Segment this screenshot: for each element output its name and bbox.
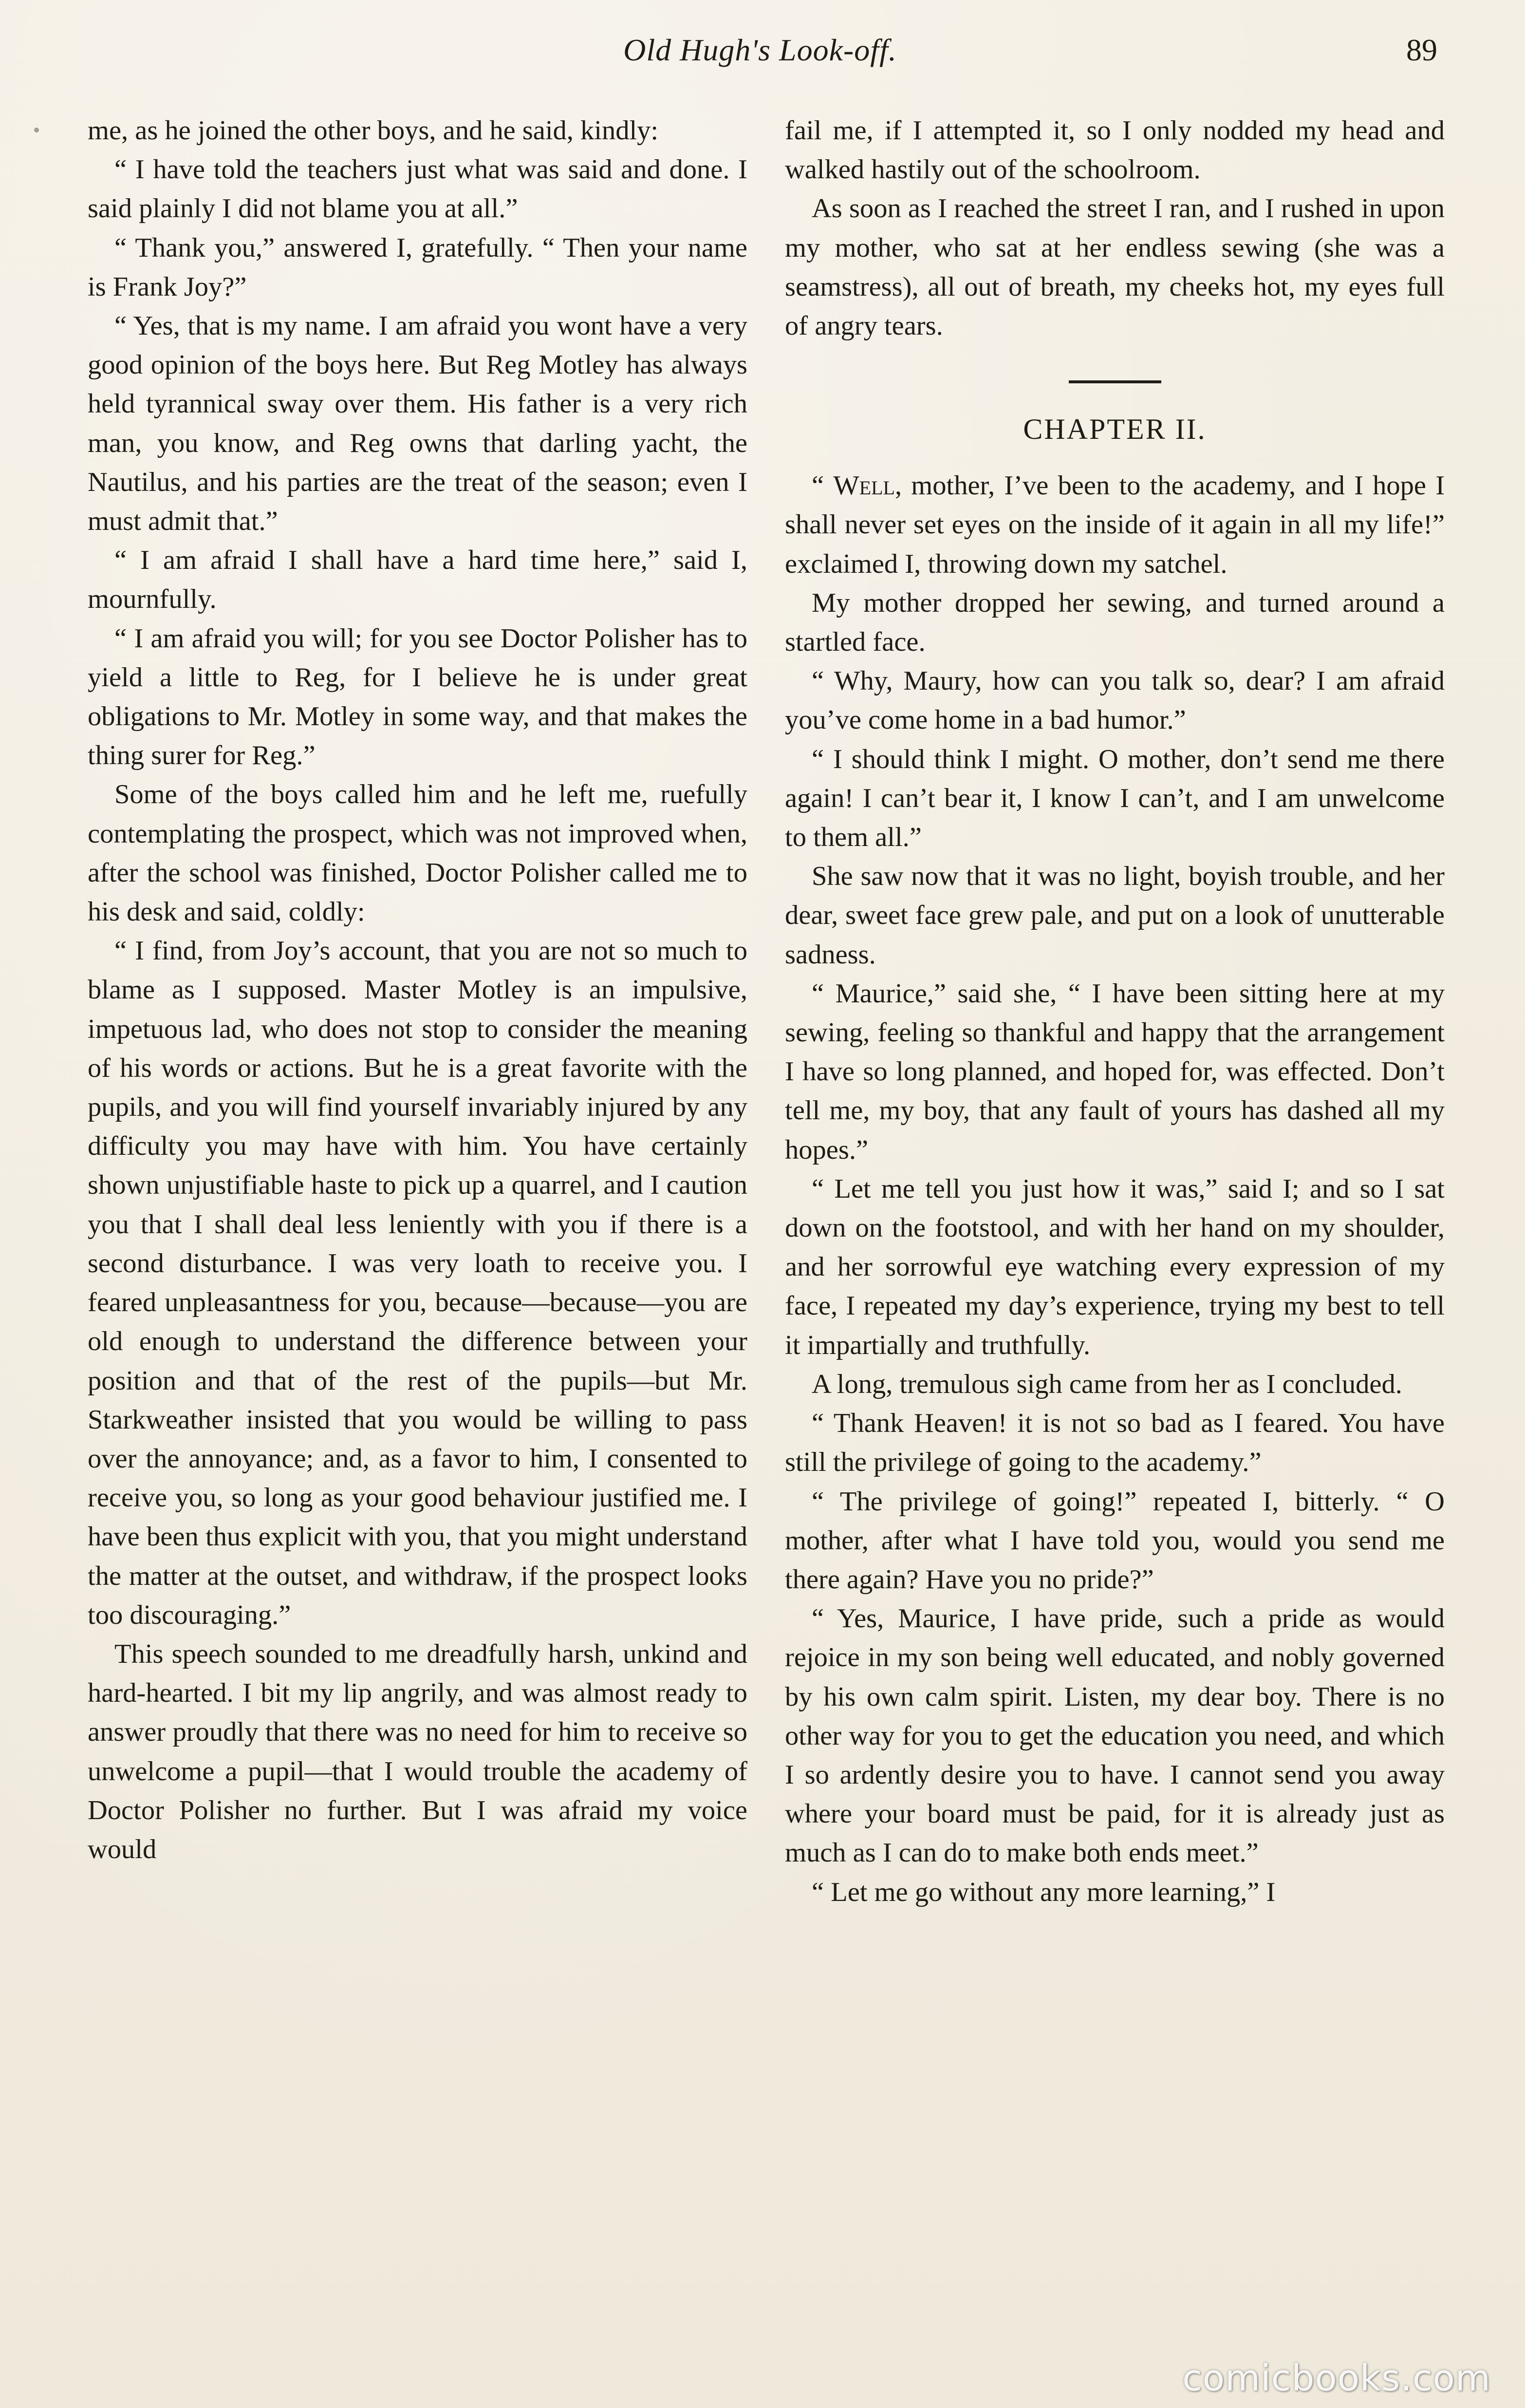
paragraph: fail me, if I attempted it, so I only nodded my head and walked hastily out of the schoolroom. <box>785 115 1445 185</box>
paragraph: A long, tremulous sigh came from her as I concluded. <box>812 1369 1402 1399</box>
paragraph: me, as he joined the other boys, and he said, kindly: <box>88 115 659 146</box>
paragraph: “ Why, Maury, how can you talk so, dear? I am afraid you’ve come home in a bad humor.” <box>785 666 1445 735</box>
paragraph: She saw now that it was no light, boyish trouble, and her dear, sweet face grew pale, and put on a look of unutterable sadness. <box>785 861 1445 970</box>
paragraph: “ Maurice,” said she, “ I have been sitting here at my sewing, feeling so thankful and happy that the arrangement I have so long planned, and hoped for, was effected. Don’t tell me, my boy, that any fault of yours has dashed all my hopes.” <box>785 978 1445 1165</box>
paragraph: “ Let me go without any more learning,” I <box>812 1877 1276 1907</box>
paragraph: “ The privilege of going!” repeated I, bitterly. “ O mother, after what I have told you, would you send me there again? Have you no pride?” <box>785 1486 1445 1595</box>
running-title: Old Hugh's Look-off. <box>623 33 897 67</box>
watermark: comicbooks.com <box>1182 2357 1491 2399</box>
opening-word: Well <box>833 470 895 501</box>
paragraph: “ Let me tell you just how it was,” said I; and so I sat down on the footstool, and with her hand on my shoulder, and her sorrowful eye watching every expression of my face, I repeated my day’s experience, trying my best to tell it impartially and truthfully. <box>785 1173 1445 1360</box>
chapter-divider-rule <box>1069 380 1161 383</box>
paragraph: “ Thank you,” answered I, gratefully. “ Then your name is Frank Joy?” <box>88 232 747 302</box>
paragraph: “ I should think I might. O mother, don’t send me there again! I can’t bear it, I know I can’t, and I am unwelcome to them all.” <box>785 744 1445 853</box>
paragraph: My mother dropped her sewing, and turned around a startled face. <box>785 587 1445 658</box>
right-column <box>785 111 1445 1912</box>
paragraph: “ Yes, that is my name. I am afraid you wont have a very good opinion of the boys here. But Reg Motley has always held tyrannical sway over them. His father is a very rich man, you know, and Reg owns that darling yacht, the Nautilus, and his parties are the treat of the season; even I must admit that.” <box>88 311 747 537</box>
page-number: 89 <box>1406 33 1437 67</box>
paragraph: Some of the boys called him and he left me, ruefully contemplating the prospect, which was not improved when, after the school was finished, Doctor Polisher called me to his desk and said, coldly: <box>88 779 747 927</box>
opening-rest: , mother, I’ve been to the academy, and I hope I shall never set eyes on the inside of it again in all my life!” exclaimed I, throwing down my satchel. <box>785 470 1445 579</box>
running-head <box>83 28 1437 72</box>
opening-quote: “ <box>812 470 834 501</box>
paragraph: “ Yes, Maurice, I have pride, such a pride as would rejoice in my son being well educated, and nobly governed by his own calm spirit. Listen, my dear boy. There is no other way for you to get the education you need, and which I so ardently desire you to have. I cannot send you away where your board must be paid, for it is already just as much as I can do to make both ends meet.” <box>785 1603 1445 1868</box>
chapter-heading: CHAPTER II. <box>1023 413 1207 446</box>
left-column <box>88 111 747 1869</box>
paragraph: “ I am afraid I shall have a hard time here,” said I, mournfully. <box>88 545 747 615</box>
paragraph: “ I am afraid you will; for you see Doctor Polisher has to yield a little to Reg, for I believe he is under great obligations to Mr. Motley in some way, and that makes the thing surer for Reg.” <box>88 623 747 771</box>
paragraph: As soon as I reached the street I ran, and I rushed in upon my mother, who sat at her endless sewing (she was a seamstress), all out of breath, my cheeks hot, my eyes full of angry tears. <box>785 193 1445 341</box>
paragraph: “ I have told the teachers just what was said and done. I said plainly I did not blame you at all.” <box>88 154 747 224</box>
paragraph: “ I find, from Joy’s account, that you are not so much to blame as I supposed. Master Motley is an impulsive, impetuous lad, who does not stop to consider the meaning of his words or actions. But he is a great favorite with the pupils, and you will find yourself invariably injured by any difficulty you may have with him. You have certainly shown unjustifiable haste to pick up a quarrel, and I caution you that I shall deal less leniently with you if there is a second disturbance. I was very loath to receive you. I feared unpleasantness for you, because—because—you are old enough to understand the difference between your position and that of the rest of the pupils—but Mr. Starkweather insisted that you would be willing to pass over the annoyance; and, as a favor to him, I consented to receive you, so long as your good behaviour justified me. I have been thus explicit with you, that you might understand the matter at the outset, and withdraw, if the prospect looks too discouraging.” <box>88 936 747 1630</box>
paragraph: This speech sounded to me dreadfully harsh, unkind and hard-hearted. I bit my lip angrily, and was almost ready to answer proudly that there was no need for him to receive so unwelcome a pupil—that I would trouble the academy of Doctor Polisher no further. But I was afraid my voice would <box>88 1638 747 1864</box>
ink-speck <box>34 128 39 132</box>
chapter-opening-paragraph <box>785 466 1445 583</box>
paragraph: “ Thank Heaven! it is not so bad as I feared. You have still the privilege of going to the academy.” <box>785 1408 1445 1478</box>
